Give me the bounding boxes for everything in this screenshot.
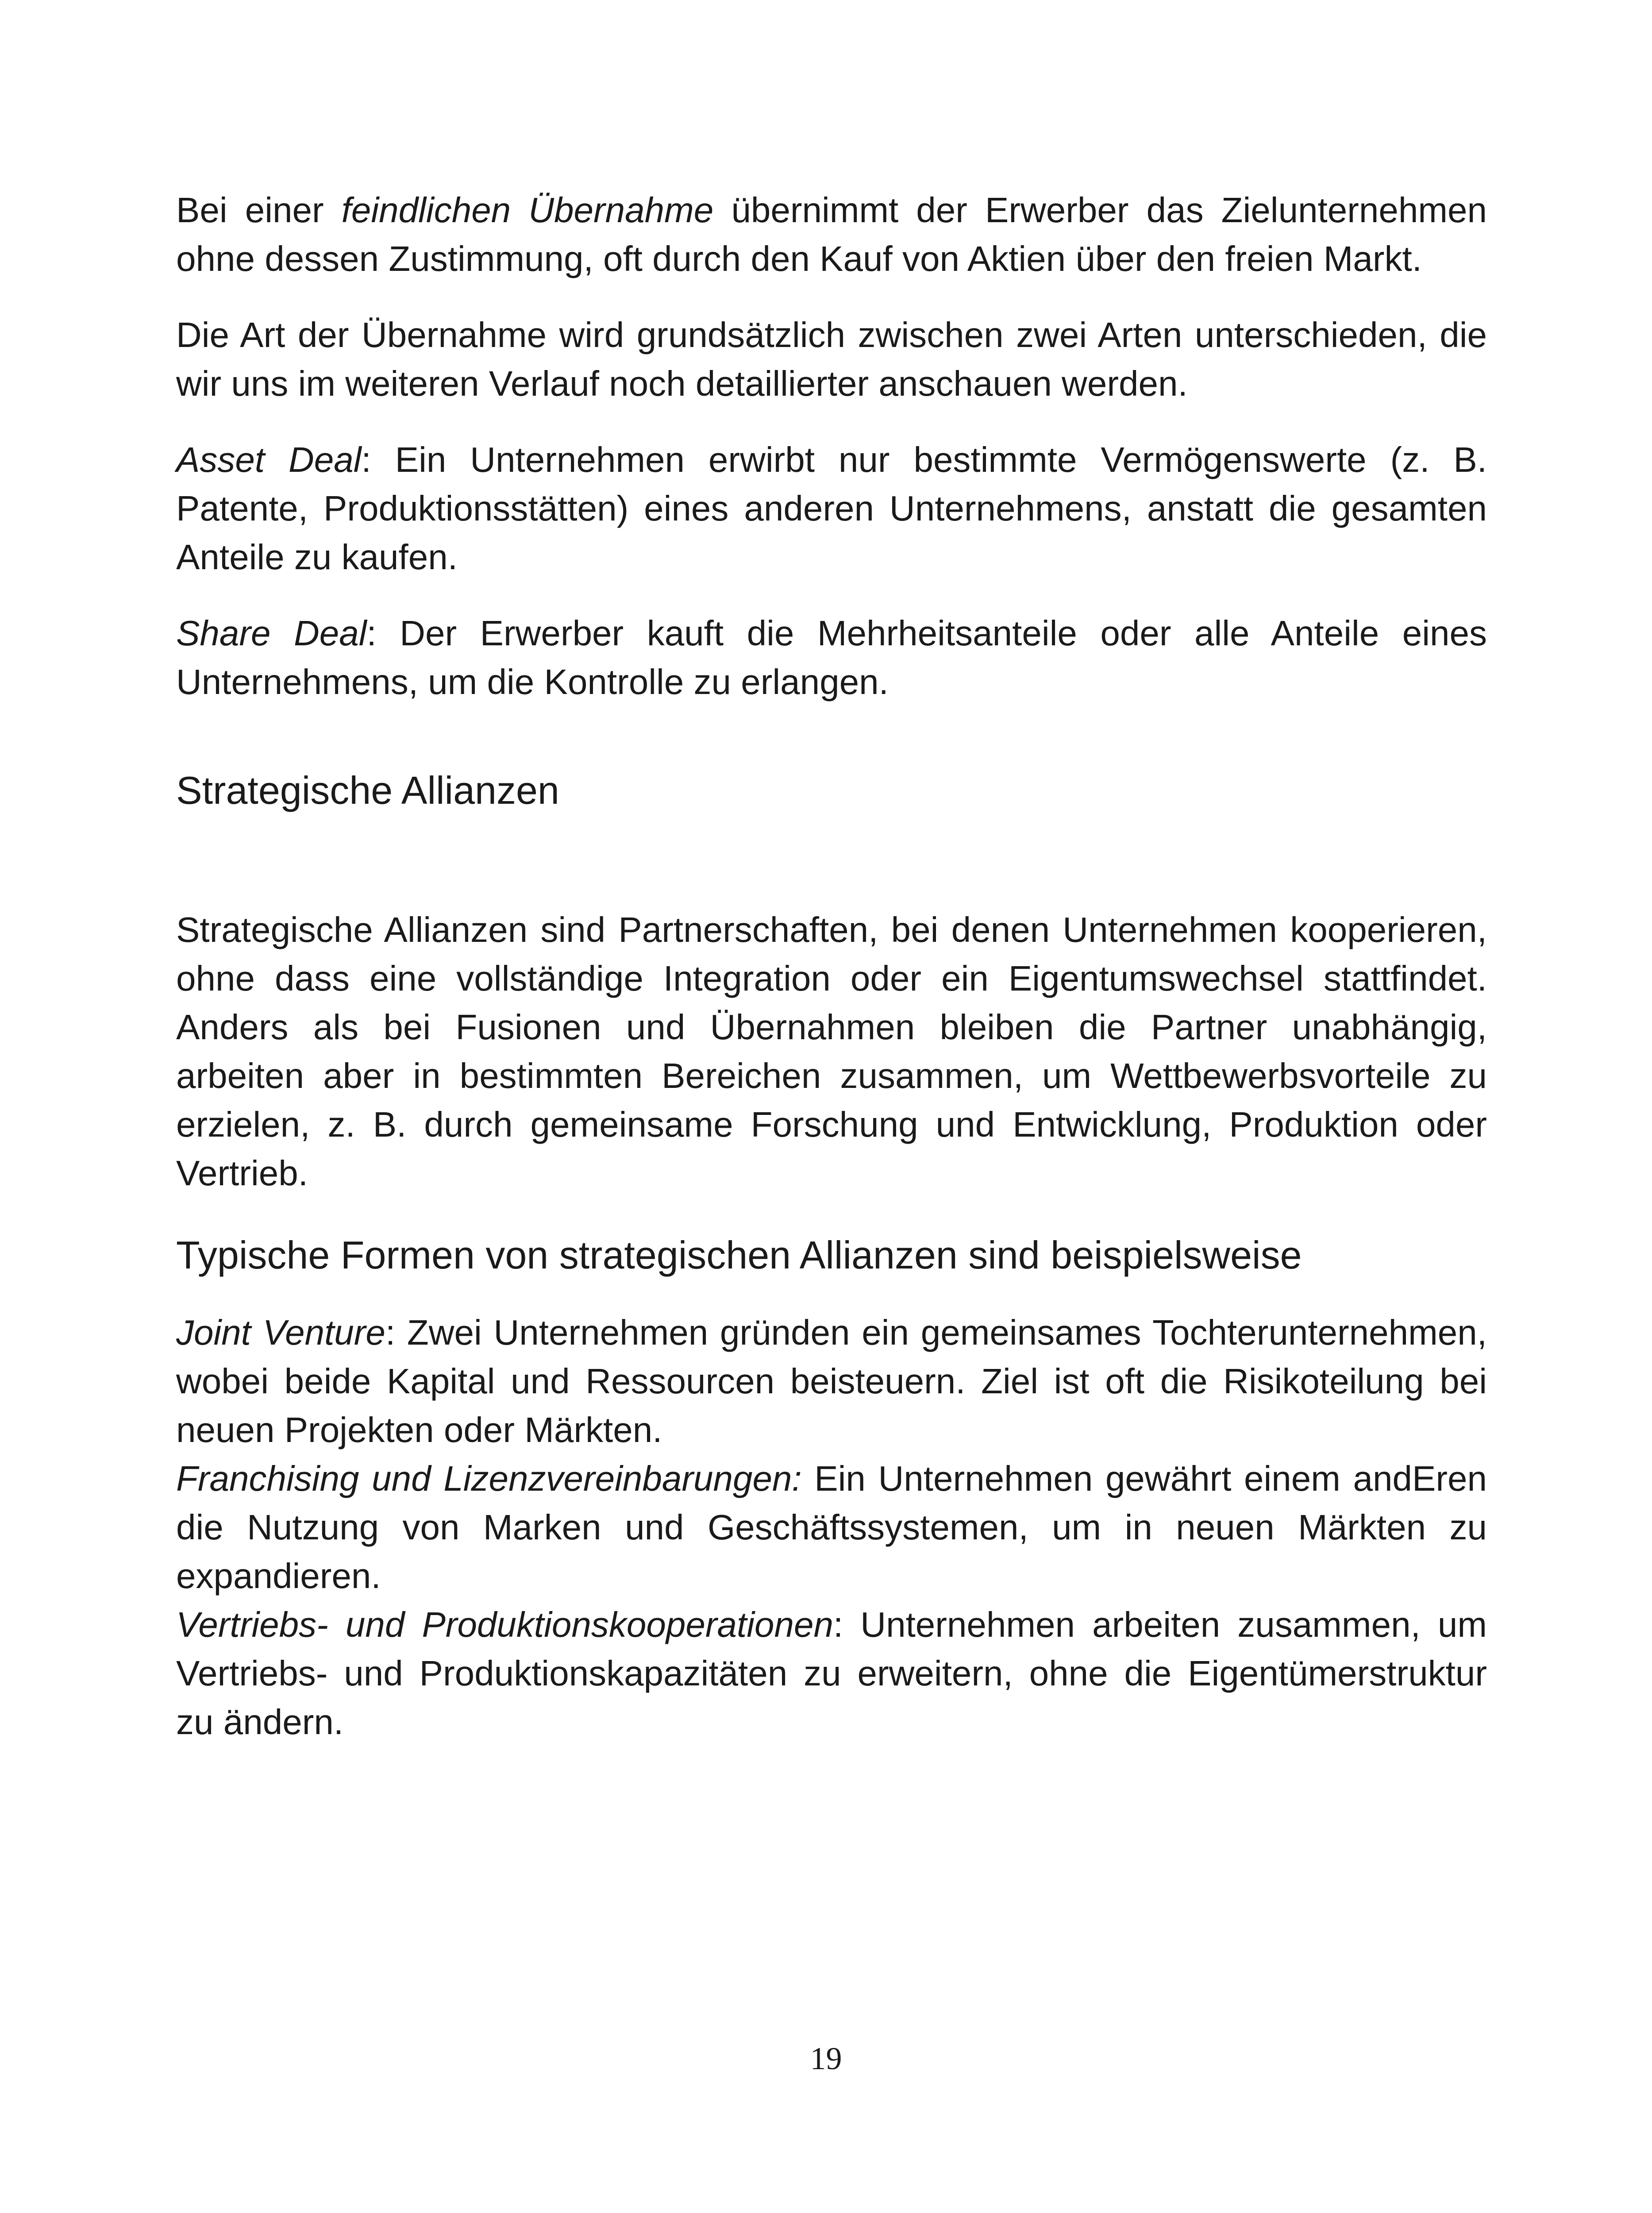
paragraph-hostile-takeover (176, 186, 1487, 283)
term-joint-venture: Joint Venture (176, 1313, 385, 1352)
paragraph-text: : Zwei Unternehmen gründen ein gemeinsames Tochterunternehmen, wobei beide Kapital und Ressourcen beisteuern. Ziel ist oft die Risikoteilung bei neuen Projekten oder Märkten. (176, 1313, 1487, 1450)
paragraph-share-deal (176, 609, 1487, 706)
paragraph-text: : Ein Unternehmen erwirbt nur bestimmte Vermögenswerte (z. B. Patente, Produktionsstätten) eines anderen Unternehmens, anstatt die gesamten Anteile zu kaufen. (176, 440, 1487, 577)
paragraph-asset-deal (176, 436, 1487, 582)
paragraph-prefix: Bei einer (176, 190, 342, 230)
heading-alliance-forms: Typische Formen von strategischen Allianzen sind beispielsweise (176, 1233, 1302, 1277)
heading-strategic-alliances: Strategische Allianzen (176, 768, 559, 812)
term-hostile-takeover: feindlichen Übernahme (341, 190, 714, 230)
page-body (176, 186, 1487, 1746)
paragraph-types-intro: Die Art der Übernahme wird grundsätzlich zwischen zwei Arten unterschieden, die wir uns im weiteren Verlauf noch detaillierter anschauen werden. (176, 315, 1487, 403)
paragraph-text: : Der Erwerber kauft die Mehrheitsanteile oder alle Anteile eines Unternehmens, um die Kontrolle zu erlangen. (176, 613, 1487, 702)
paragraph-text: übernimmt der Erwerber das Zielunternehmen ohne dessen Zustimmung, oft durch den Kauf von Aktien über den freien Markt. (176, 190, 1487, 278)
paragraph-cooperation (176, 1600, 1487, 1746)
term-share-deal: Share Deal (176, 613, 367, 653)
paragraph-text: : Unternehmen arbeiten zusammen, um Vertriebs- und Produktionskapazitäten zu erweitern, ohne die Eigentümerstruktur zu ändern. (176, 1605, 1487, 1742)
term-franchising: Franchising und Lizenzvereinbarungen: (176, 1459, 802, 1498)
page-number: 19 (810, 2041, 842, 2076)
paragraph-text: Ein Unternehmen gewährt einem andEren die Nutzung von Marken und Geschäftssystemen, um in neuen Märkten zu expandieren. (176, 1459, 1487, 1596)
paragraph-alliances-definition: Strategische Allianzen sind Partnerschaften, bei denen Unternehmen kooperieren, ohne dass eine vollständige Integration oder ein Eigentumswechsel stattfindet. Anders als bei Fusionen und Übernahmen bleiben die Partner unabhängig, arbeiten aber in bestimmten Bereichen zusammen, um Wettbewerbsvorteile zu erzielen, z. B. durch gemeinsame Forschung und Entwicklung, Produktion oder Vertrieb. (176, 910, 1487, 1193)
paragraph-joint-venture (176, 1308, 1487, 1454)
term-asset-deal: Asset Deal (176, 440, 362, 479)
term-cooperation: Vertriebs- und Produktionskooperationen (176, 1605, 833, 1644)
paragraph-franchising (176, 1454, 1487, 1600)
